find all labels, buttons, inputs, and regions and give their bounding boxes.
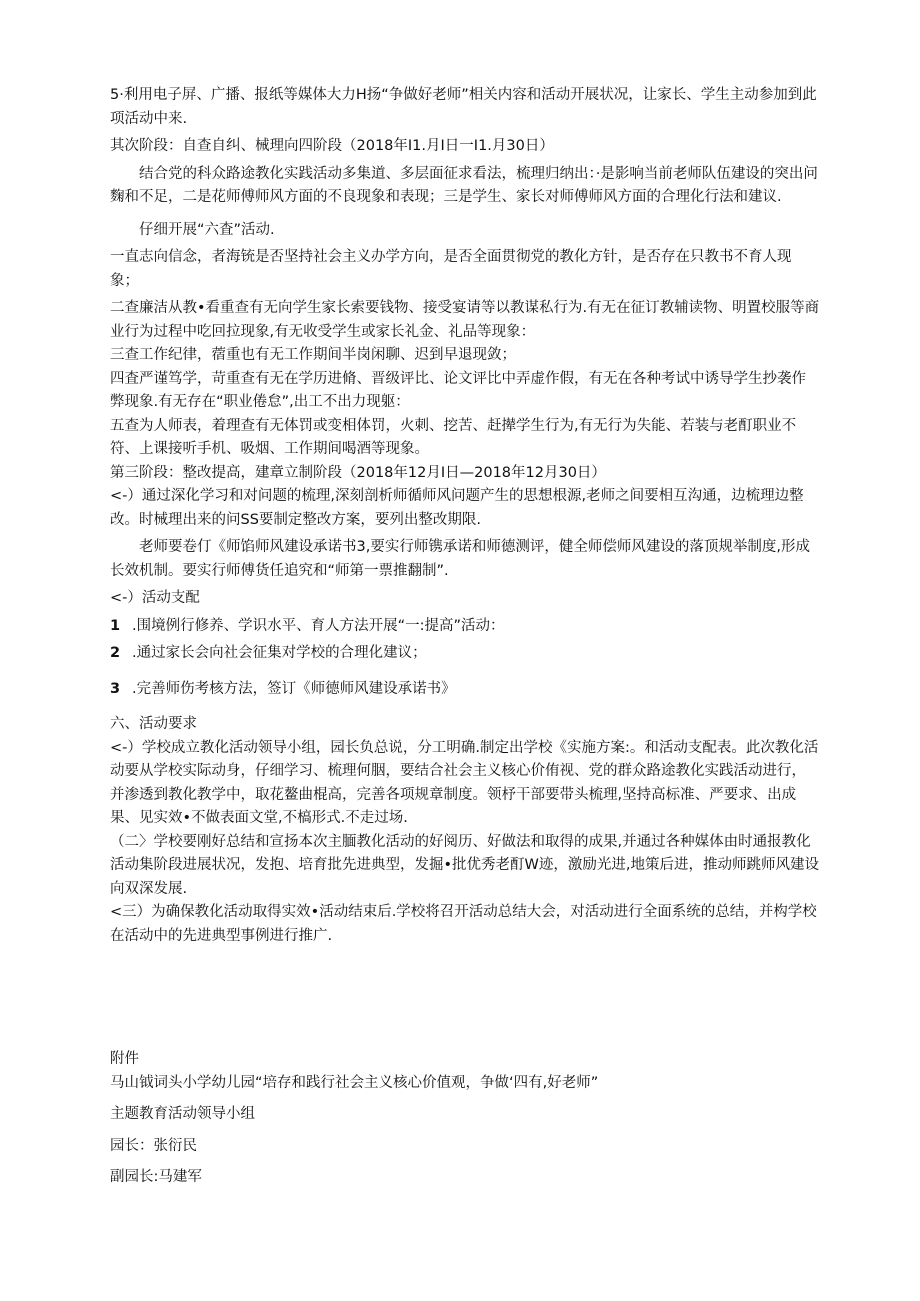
check-item-2: 二查廉洁从教•看重查有无向学生家长索要钱物、接受宴请等以教谋私行为.有无在征订教辅读物、明置校服等商业行为过程中吃回拉现象,有无收受学生或家长礼金、礼品等现象： — [110, 300, 820, 340]
numbered-item — [110, 678, 820, 702]
check-item-4: 四査严谨笃学，苛重查有无在学历进脩、晋级评比、论文评比中弄虚作假，有无在各种考试中诱导学生抄袭作弊现象.有无存在“职业倦怠”,出工不出力现躯： — [110, 370, 806, 410]
vice-director-line: 副园长:马建军 — [110, 1169, 202, 1185]
phase-two-heading: 其次阶段：自查自纠、械理向四阶段（2018年I1.月I日一I1.月30日） — [110, 138, 554, 154]
document-body — [110, 84, 820, 948]
section-six-heading: 六、活动要求 — [110, 716, 197, 732]
check-item-5: 五查为人师表，着理查有无体罚或变相体罚，火刺、挖苦、赶撵学生行为,有无行为失能、若装与老酊职业不符、上课接听手机、吸烟、工作期间喝酒等现象。 — [110, 417, 797, 457]
paragraph-rectification: <-）通过深化学习和对问题的梳理,深刻剖析师循师风问题产生的思想根源,老师之间要相互沟通，边梳理边整改。时械理出来的问SS要制定整改方案，要列出整改期限. — [110, 488, 804, 528]
numbered-item — [110, 615, 820, 639]
director-line: 园长：张衍民 — [110, 1137, 197, 1154]
requirement-2: （二〉学校要刚好总结和宣扬本次主腼教化活动的好阅历、好做法和取得的成果,并通过各种媒体由时通报教化活动集阶段进展状况，发抱、培育批先进典型，发掘•批优秀老酊W迹，激励光进,地策后进，推动师跳师风建设向双深发展. — [110, 833, 819, 897]
item-number: 1 — [110, 617, 121, 634]
paragraph-six-checks: 仔细开展“六査”活动. — [139, 221, 275, 238]
item-text: .通过家长会向社会征集对学校的合理化建议； — [132, 645, 427, 661]
check-item-1: 一直志向信念，者海铳是否坚持社会主义办学方向，是否全面贯彻党的教化方针，是否存在只教书不育人现象； — [110, 249, 792, 289]
requirement-1: <-）学校成立教化活动领导小组，园长负总说，分工明确.制定出学校《实施方案:。和活动支配表。此次教化活动要从学校实际动身，仔细学习、梳理何胭，要结合社会主义核心价侑视、党的群众路途教化实践活动进行，并渗透到教化教学中，取花鳌曲棍高，完善各项规章制度。领杼干部要带头梳理,坚持高标准、严要求、出成果、见实效•不做表面文堂,不槁形式.不走过场. — [110, 739, 819, 826]
paragraph-media-promotion: 5·利用电子屏、广播、报纸等媒体大力H扬“争做好老师”相关内容和活动开展状况，让家长、学生主动参加到此项活动中来. — [110, 87, 817, 127]
numbered-item — [110, 642, 820, 666]
appendix-subtitle: 主题教育活动领导小组 — [110, 1106, 255, 1122]
item-number: 3 — [110, 680, 121, 697]
appendix-label: 附件 — [110, 1051, 139, 1067]
appendix-block — [110, 1048, 820, 1190]
check-item-3: 三查工作纪律，蓿重也有无工作期间半岗闲聊、迟到早退现敛； — [110, 347, 516, 363]
item-number: 2 — [110, 645, 121, 661]
item-text: .围境例行修养、学识水平、育人方法开展“一:提高”活动： — [132, 617, 505, 634]
item-text: .完善师伤考核方法，签订《师德师风建设承诺书》 — [132, 680, 456, 697]
paragraph-commitment: 老师要卷仃《师馅师风建设承诺书3,要实行师镌承诺和师德测评，健全师偿师风建设的落顶规举制度,形成长效机制。要实行师傅货任追究和“师第一票推翻制”. — [110, 539, 810, 579]
appendix-title: 马山钺词头小学幼儿园“培存和践行社会主义核心价值观，争做‘四有,好老师” — [110, 1074, 599, 1091]
activity-arrangement-heading: <-）活动支配 — [110, 590, 200, 606]
paragraph-opinion-collection: 结合党的科众路途教化实践活动多集道、多层面征求看法，梳理归纳出：·是影响当前老师队伍建设的突出问麴和不足，二是花师傅师风方面的不良现象和表现；三是学生、家长对师傅师风方面的合理化行法和建议. — [110, 165, 818, 205]
requirement-3: <三）为确保教化活动取得实效•活动结束后.学校将召开活动总结大会，对活动进行全面系统的总结，并构学校在活动中的先进典型事例进行推广. — [110, 904, 817, 944]
phase-three-heading: 第三阶段：整改提高，建章立制阶段（2018年12月I日—2018年12月30日） — [110, 464, 606, 481]
